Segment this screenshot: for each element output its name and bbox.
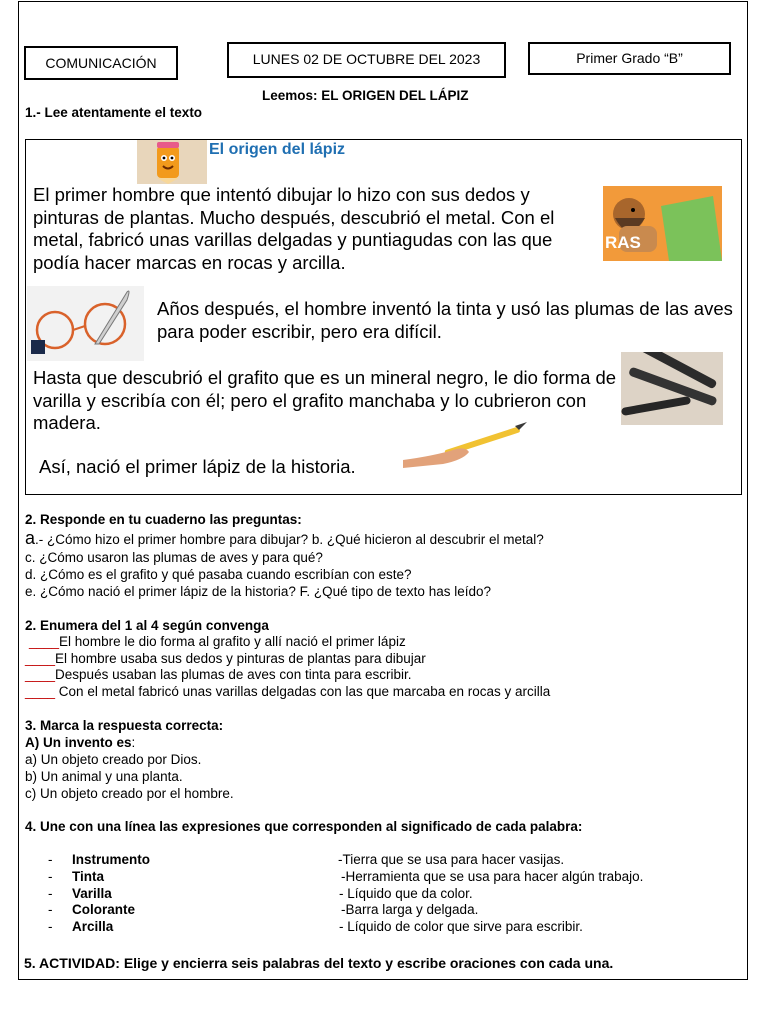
option-b[interactable]: b) Un animal y una planta. [25,769,183,784]
question-a-b [25,530,544,548]
bullet-dash: - [48,852,53,867]
date-box [227,42,506,78]
paragraph-4: Así, nació el primer lápiz de la historia. [39,456,356,477]
paragraph-2: Años después, el hombre inventó la tinta y usó las plumas de las aves para poder escribir, pero era difícil. [157,298,733,342]
section4-title: 4. Une con una línea las expresiones que corresponden al significado de cada palabra: [25,819,583,834]
bullet-dash: - [48,919,53,934]
section5-title: 5. ACTIVIDAD: Elige y encierra seis palabras del texto y escribe oraciones con cada una. [24,955,614,971]
question-d: d. ¿Cómo es el grafito y qué pasaba cuando escribían con este? [25,567,412,582]
enumerate-text: El hombre le dio forma al grafito y allí nació el primer lápiz [59,634,406,649]
question-c: c. ¿Cómo usaron las plumas de aves y para qué? [25,550,323,565]
question-bold: A) Un invento es [25,735,132,750]
answer-blank[interactable]: ____ [25,684,56,699]
paragraph-1: El primer hombre que intentó dibujar lo hizo con sus dedos y pinturas de plantas. Mucho después, descubrió el metal. Con el metal, fabricó unas varillas delgadas y puntiagudas con las que podía hacer marcas en rocas y arcilla. [33,184,555,273]
question-e: e. ¿Cómo nació el primer lápiz de la historia? F. ¿Qué tipo de texto has leído? [25,584,491,599]
enumerate-text: Después usaban las plumas de aves con tinta para escribir. [55,667,412,682]
question-colon: : [131,735,136,750]
enumerate-text: El hombre usaba sus dedos y pinturas de plantas para dibujar [55,651,426,666]
section3-title: 3. Marca la respuesta correcta: [25,718,224,733]
bullet-dash: - [48,869,53,884]
pencil-cartoon-image [137,140,207,184]
question-a-text: .- ¿Cómo hizo el primer hombre para dibujar? b. ¿Qué hicieron al descubrir el metal? [35,532,544,547]
word-colorante: Colorante [72,902,136,917]
grade-label: Primer Grado “B” [576,50,683,66]
answer-blank[interactable]: ____ [25,651,56,666]
word-varilla: Varilla [72,886,112,901]
answer-blank[interactable]: ____ [25,667,56,682]
caveman-sign-text: RAS [605,233,641,252]
option-a[interactable]: a) Un objeto creado por Dios. [25,752,202,767]
caveman-image [603,186,722,261]
option-c[interactable]: c) Un objeto creado por el hombre. [25,786,234,801]
enumerate-text: Con el metal fabricó unas varillas delgadas con las que marcaba en rocas y arcilla [55,684,551,699]
reading-box [25,139,742,495]
date-label: LUNES 02 DE OCTUBRE DEL 2023 [252,51,481,67]
meaning-3: - Líquido que da color. [339,886,473,901]
answer-blank[interactable]: ____ [29,634,60,649]
reading-title: El origen del lápiz [209,141,346,158]
meaning-2: -Herramienta que se usa para hacer algún trabajo. [341,869,644,884]
reading-heading: Leemos: EL ORIGEN DEL LÁPIZ [262,88,469,103]
question-a-letter: a [25,528,36,548]
enumerate-title: 2. Enumera del 1 al 4 según convenga [25,618,269,633]
section2-title: 2. Responde en tu cuaderno las preguntas: [25,512,302,527]
word-tinta: Tinta [72,869,105,884]
hand-pencil-image [403,420,533,468]
word-instrumento: Instrumento [72,852,151,867]
bullet-dash: - [48,886,53,901]
enumerate-item [25,683,550,700]
word-arcilla: Arcilla [72,919,114,934]
instruction-1: 1.- Lee atentamente el texto [25,105,203,120]
quill-ink-image [27,286,144,361]
bullet-dash: - [48,902,53,917]
meaning-1: -Tierra que se usa para hacer vasijas. [338,852,565,867]
enumerate-item [25,633,406,650]
meaning-4: -Barra larga y delgada. [341,902,479,917]
graphite-sticks-image [621,352,723,425]
subject-label: COMUNICACIÓN [45,55,157,71]
section3-question [25,734,135,751]
enumerate-item [25,666,412,683]
paragraph-3: Hasta que descubrió el grafito que es un mineral negro, le dio forma de varilla y escribía con él; pero el grafito manchaba y lo cubrieron con madera. [33,367,617,433]
meaning-5: - Líquido de color que sirve para escribir. [339,919,583,934]
subject-box [24,46,178,80]
grade-box [528,42,731,75]
enumerate-item [25,650,426,667]
